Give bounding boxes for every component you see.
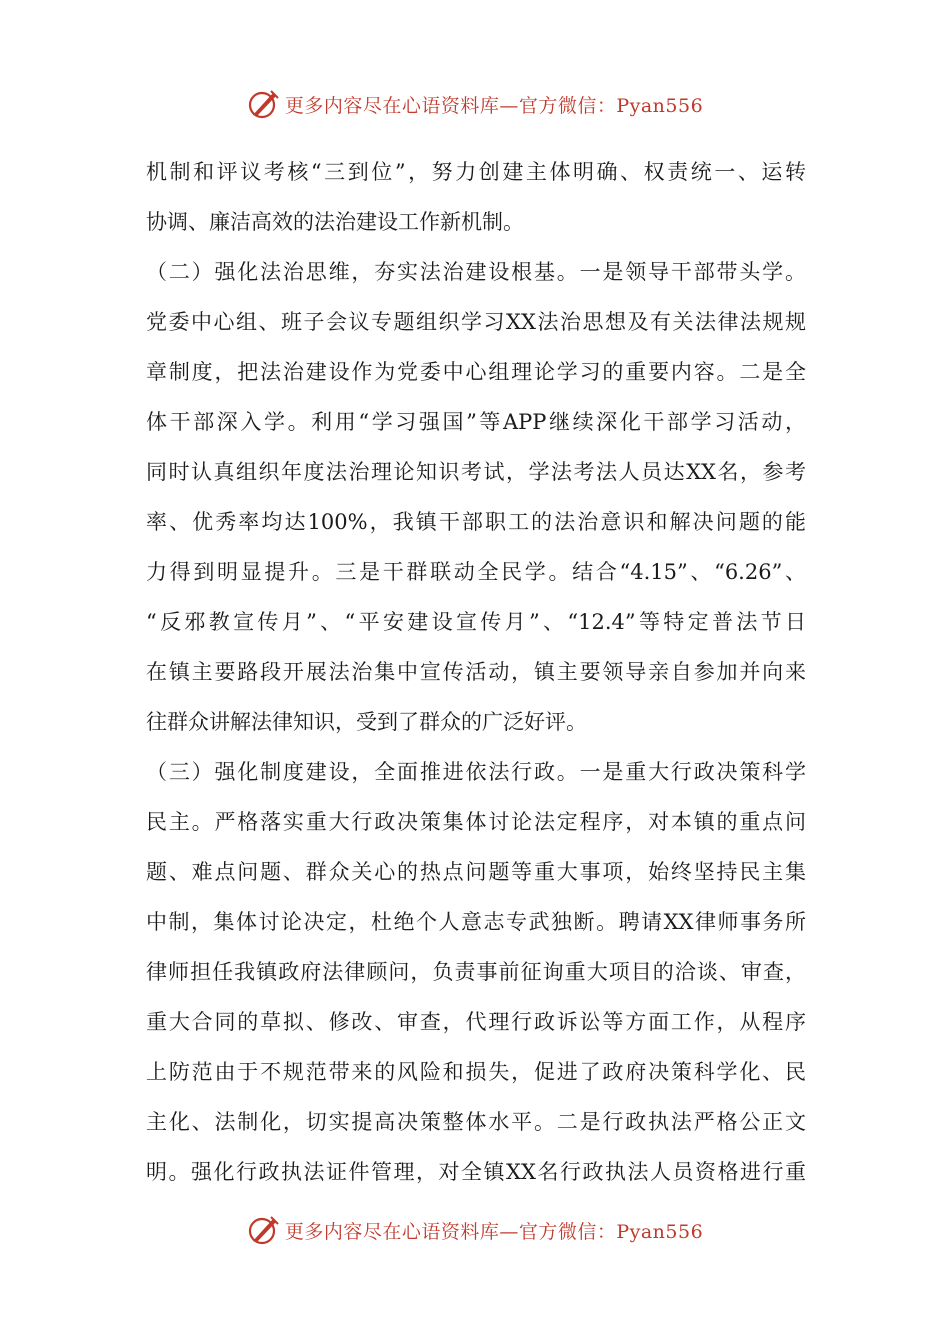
text-line: 题、难点问题、群众关心的热点问题等重大事项，始终坚持民主集	[146, 860, 806, 884]
text-line: 同时认真组织年度法治理论知识考试，学法考法人员达XX名，参考	[146, 460, 806, 484]
document-body	[146, 147, 806, 1197]
text-line: 往群众讲解法律知识，受到了群众的广泛好评。	[146, 710, 587, 734]
text-line: 率、优秀率均达100%，我镇干部职工的法治意识和解决问题的能	[146, 510, 806, 534]
header-banner	[0, 84, 950, 124]
text-line: 党委中心组、班子会议专题组织学习XX法治思想及有关法律法规规	[146, 310, 806, 334]
text-line: 机制和评议考核“三到位”，努力创建主体明确、权责统一、运转	[146, 160, 806, 184]
text-line: （三）强化制度建设，全面推进依法行政。一是重大行政决策科学	[146, 760, 806, 784]
text-line: 体干部深入学。利用“学习强国”等APP继续深化干部学习活动，	[146, 410, 806, 434]
text-line: 在镇主要路段开展法治集中宣传活动，镇主要领导亲自参加并向来	[146, 660, 806, 684]
text-line: “反邪教宣传月”、“平安建设宣传月”、“12.4”等特定普法节日	[146, 610, 806, 634]
text-line: （二）强化法治思维，夯实法治建设根基。一是领导干部带头学。	[146, 260, 806, 284]
text-line: 力得到明显提升。三是干群联动全民学。结合“4.15”、“6.26”、	[146, 560, 806, 584]
quill-circle-icon	[247, 1213, 281, 1247]
text-line: 中制，集体讨论决定，杜绝个人意志专武独断。聘请XX律师事务所	[146, 910, 806, 934]
text-line: 律师担任我镇政府法律顾问，负责事前征询重大项目的洽谈、审查，	[146, 960, 806, 984]
text-line: 民主。严格落实重大行政决策集体讨论法定程序，对本镇的重点问	[146, 810, 806, 834]
text-line: 明。强化行政执法证件管理，对全镇XX名行政执法人员资格进行重	[146, 1160, 806, 1184]
footer-banner	[0, 1210, 950, 1250]
text-line: 协调、廉洁高效的法治建设工作新机制。	[146, 210, 524, 234]
text-line: 主化、法制化，切实提高决策整体水平。二是行政执法严格公正文	[146, 1110, 806, 1134]
text-line: 章制度，把法治建设作为党委中心组理论学习的重要内容。二是全	[146, 360, 806, 384]
text-line: 重大合同的草拟、修改、审查，代理行政诉讼等方面工作，从程序	[146, 1010, 806, 1034]
quill-circle-icon	[247, 87, 281, 121]
banner-text: 更多内容尽在心语资料库—官方微信：Pyan556	[284, 94, 704, 117]
banner-text: 更多内容尽在心语资料库—官方微信：Pyan556	[284, 1220, 704, 1243]
text-line: 上防范由于不规范带来的风险和损失，促进了政府决策科学化、民	[146, 1060, 806, 1084]
